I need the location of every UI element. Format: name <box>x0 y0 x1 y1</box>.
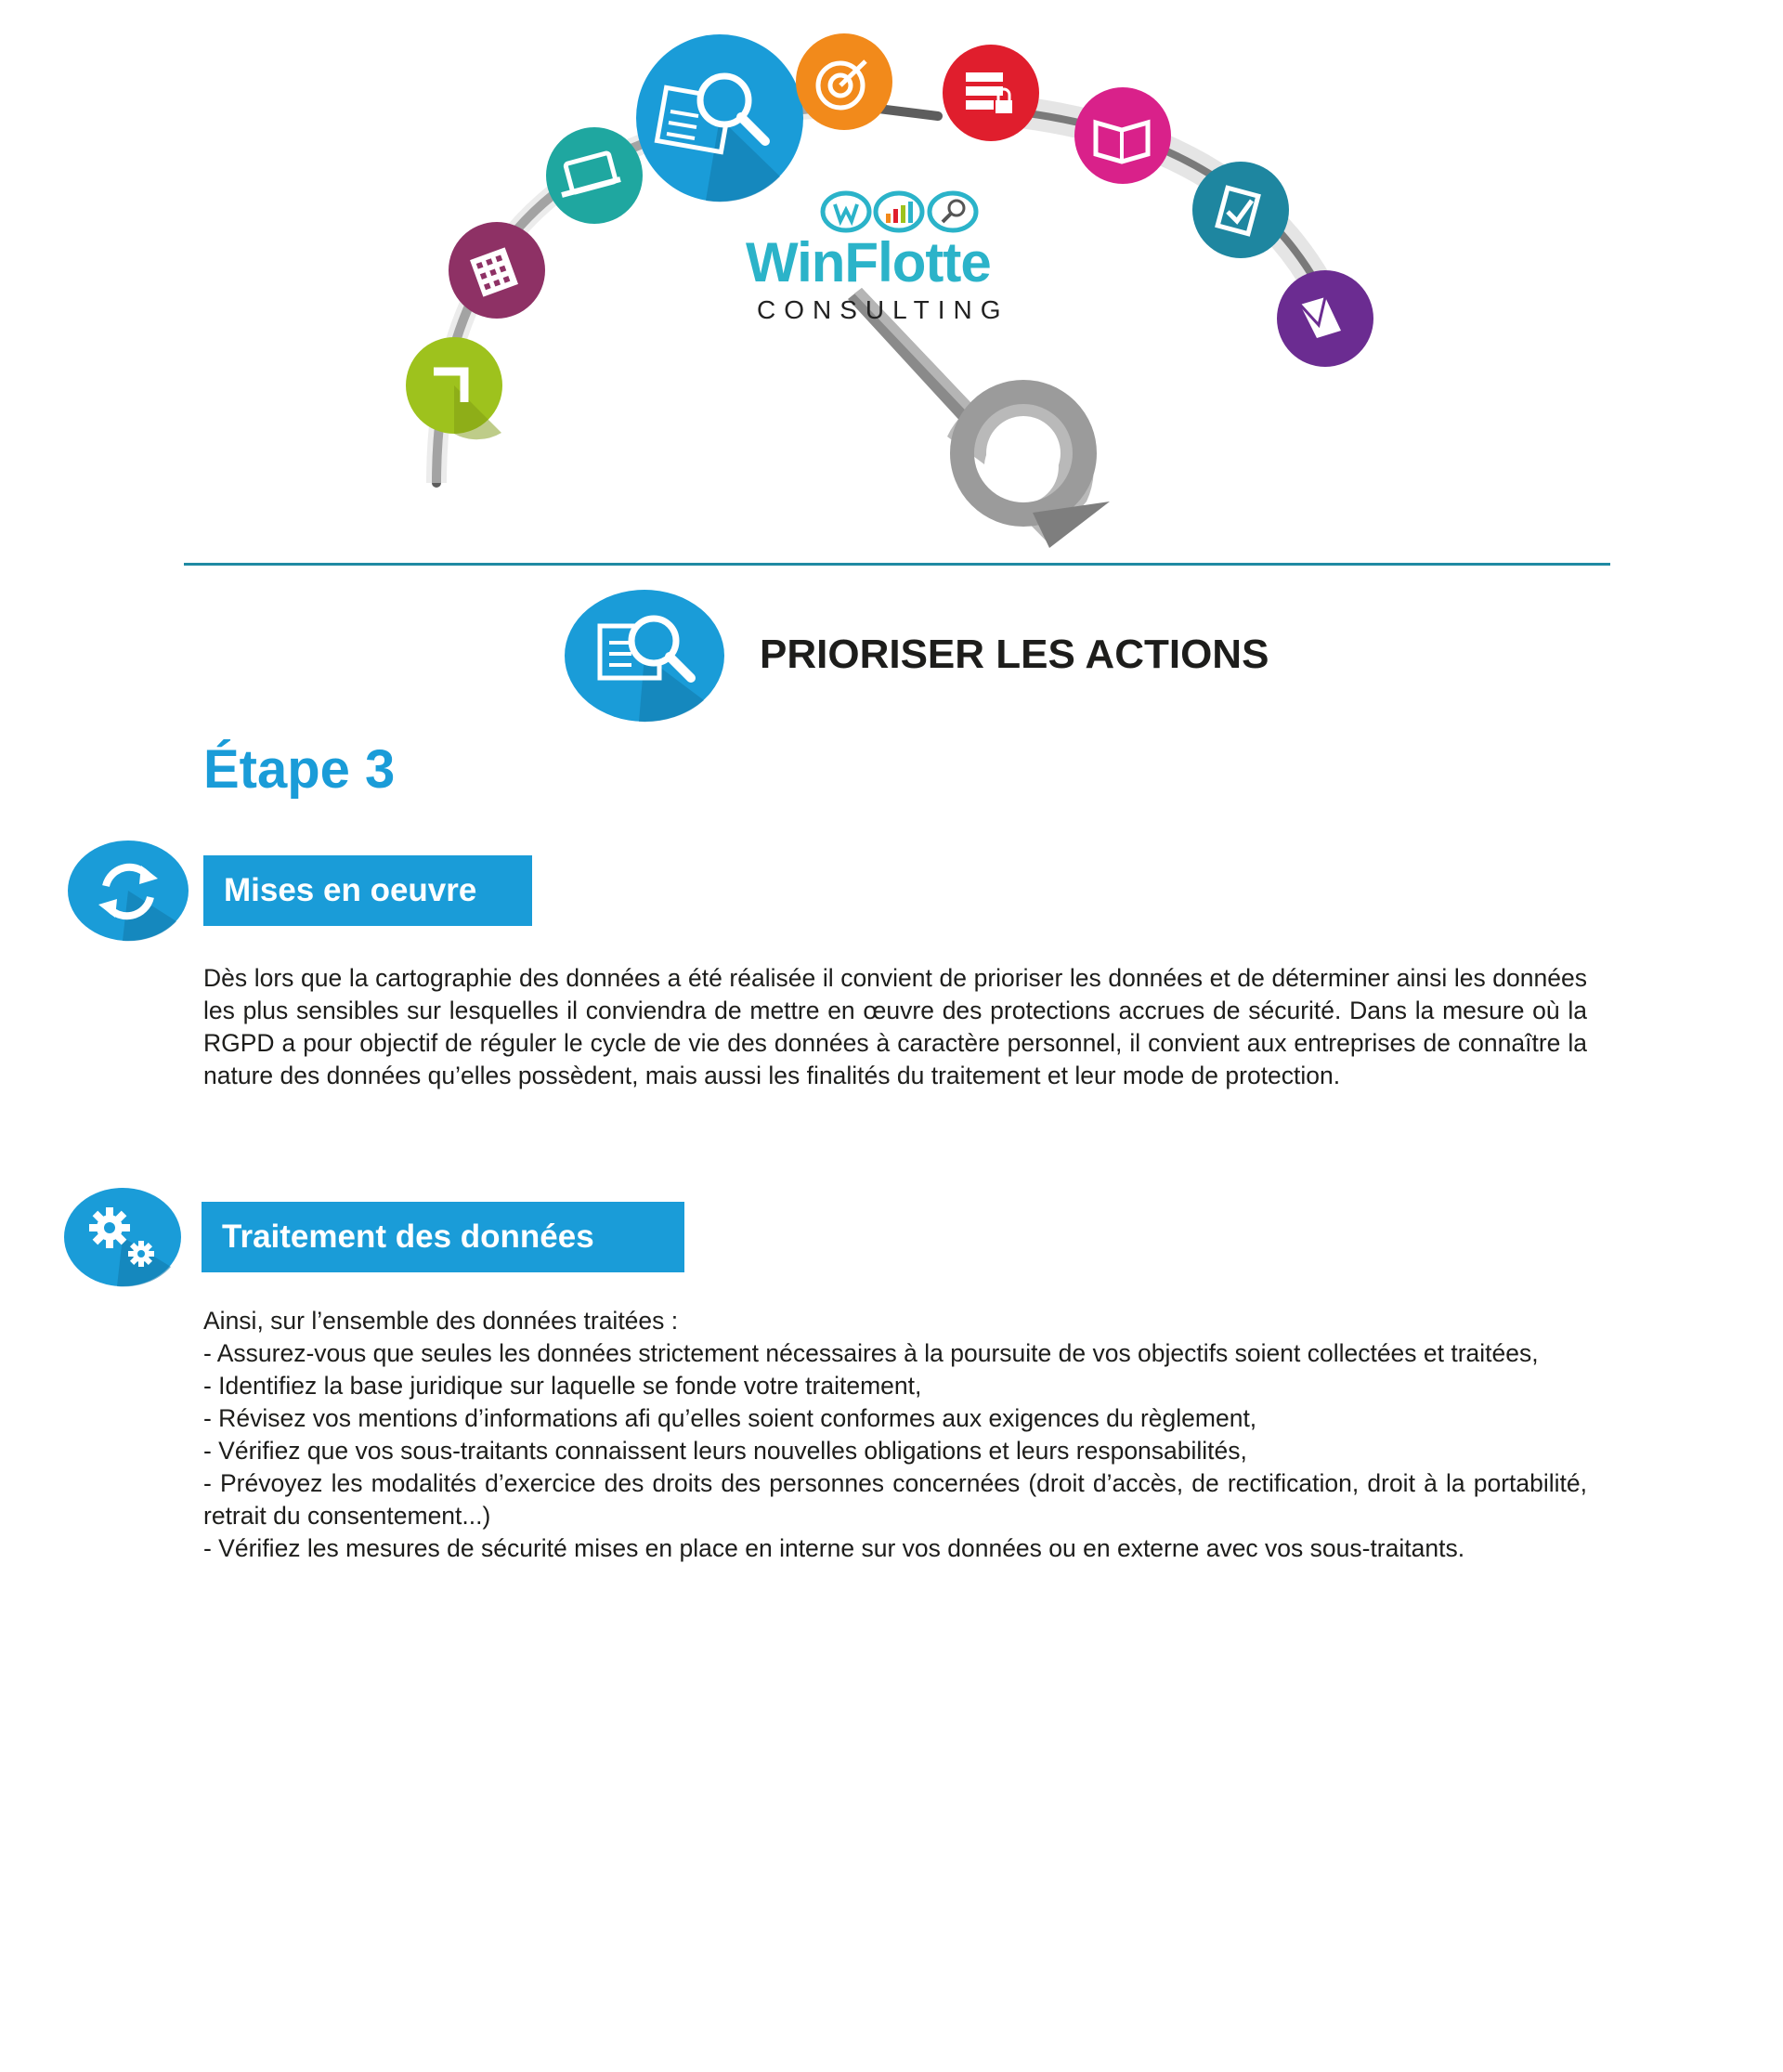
refresh-icon <box>67 840 189 942</box>
step-title: Étape 3 <box>203 739 396 800</box>
gears-icon <box>63 1187 182 1287</box>
logo-badges <box>823 193 976 230</box>
section-heading-mises-en-oeuvre: Mises en oeuvre <box>203 855 532 926</box>
list-item: - Révisez vos mentions d’informations afi qu’elles soient conformes aux exigences du règlement, <box>203 1404 1257 1432</box>
section-title: PRIORISER LES ACTIONS <box>760 632 1269 677</box>
laptop-icon <box>546 127 643 224</box>
list-intro: Ainsi, sur l’ensemble des données traitées : <box>203 1307 679 1335</box>
envelope-icon <box>1277 270 1373 367</box>
list-item: - Assurez-vous que seules les données strictement nécessaires à la poursuite de vos objectifs soient collectées et traitées, <box>203 1339 1539 1367</box>
brand-name: WinFlotte <box>746 231 991 293</box>
brand-tagline: CONSULTING <box>757 295 1009 324</box>
server-lock-icon <box>943 45 1039 141</box>
header-divider <box>184 563 1610 566</box>
section-heading-traitement: Traitement des données <box>202 1202 684 1272</box>
building-icon <box>449 222 545 319</box>
list-item: - Identifiez la base juridique sur laquelle se fonde votre traitement, <box>203 1372 922 1400</box>
section-body-traitement <box>203 1305 1587 1565</box>
exit-icon <box>406 337 502 439</box>
target-icon <box>796 33 892 130</box>
list-item: - Vérifiez que vos sous-traitants connaissent leurs nouvelles obligations et leurs responsabilités, <box>203 1437 1247 1465</box>
list-item: - Prévoyez les modalités d’exercice des droits des personnes concernées (droit d’accès, de rectification, droit à la portabilité, retrait du consentement...) <box>203 1469 1587 1530</box>
paragraph: Dès lors que la cartographie des données a été réalisée il convient de prioriser les données et de déterminer ainsi les données les plus sensibles sur lesquelles il conviendra de mettre en œuvre des protections accrues de sécurité. Dans la mesure où la RGPD a pour objectif de réguler le cycle de vie des données à caractère personnel, il convient aux entreprises de connaître la nature des données qu’elles possèdent, mais aussi les finalités du traitement et leur mode de protection. <box>203 964 1587 1089</box>
search-document-icon <box>565 589 728 724</box>
checklist-icon <box>1192 162 1289 258</box>
search-document-icon <box>636 34 803 202</box>
list-item: - Vérifiez les mesures de sécurité mises en place en interne sur vos données ou en externe avec vos sous-traitants. <box>203 1534 1465 1562</box>
book-icon <box>1074 87 1171 184</box>
section-body-mises-en-oeuvre <box>203 962 1587 1092</box>
